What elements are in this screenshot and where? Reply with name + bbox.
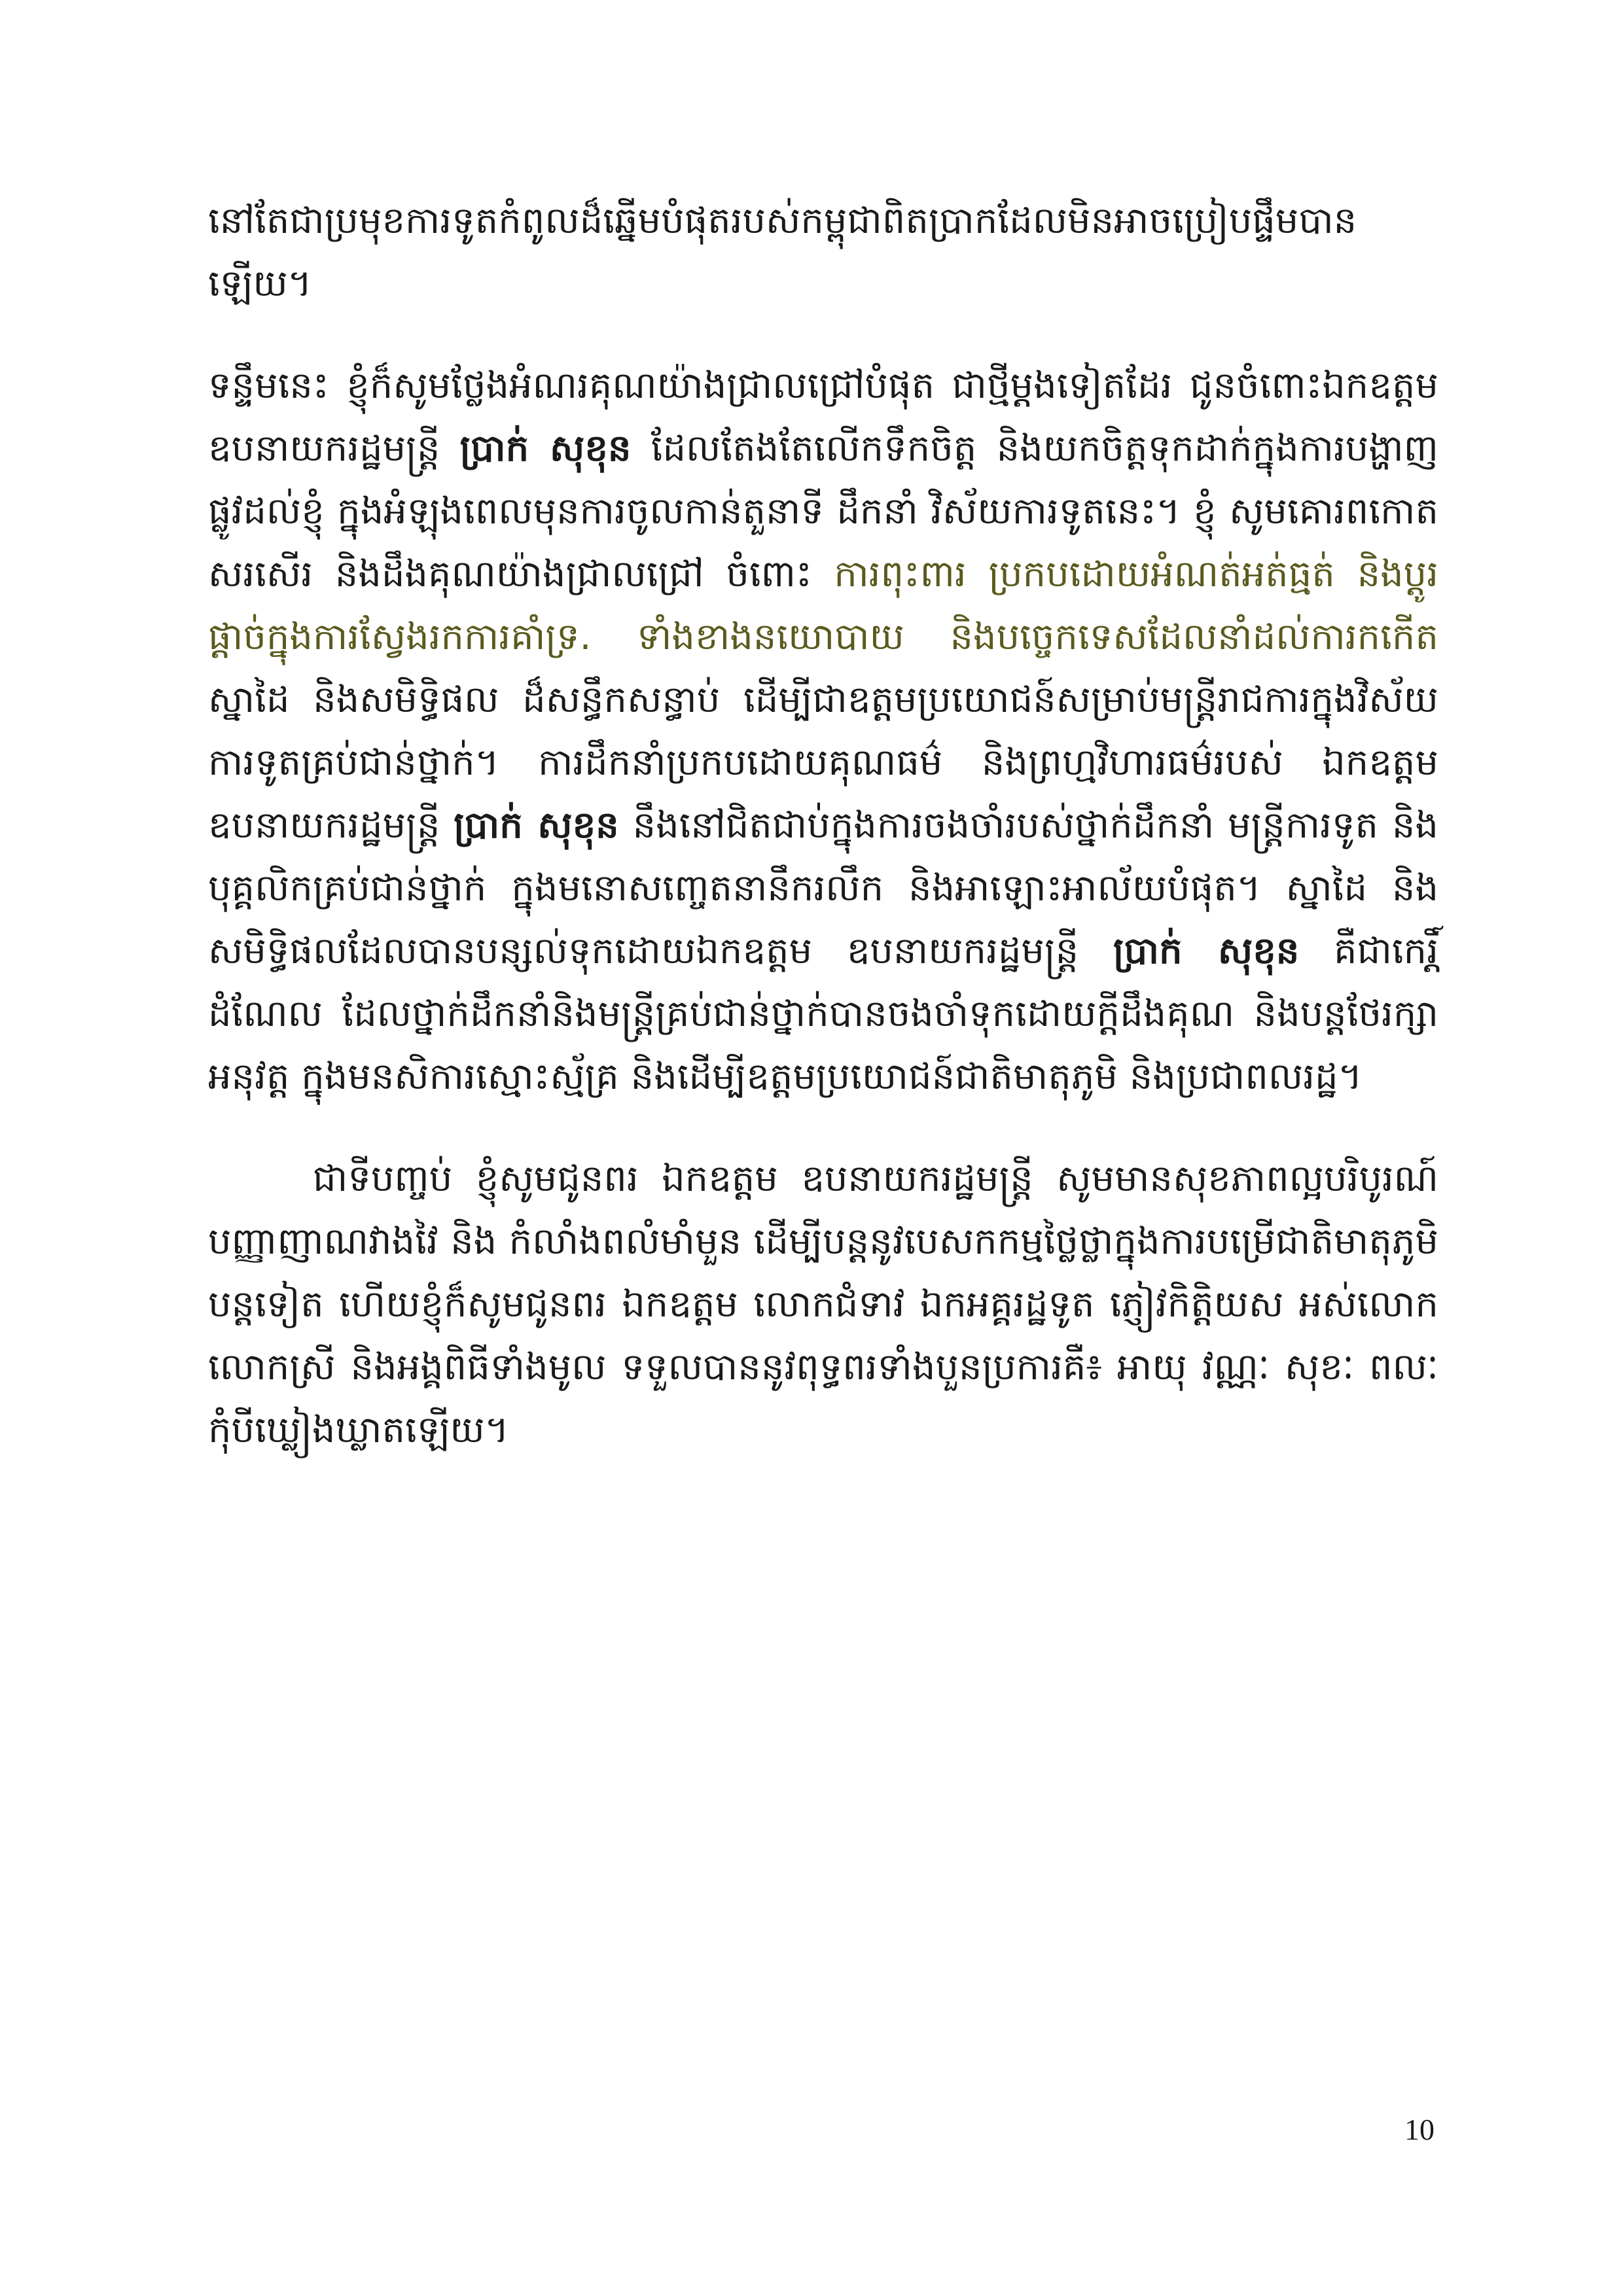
paragraph-closing — [208, 1148, 1438, 1462]
paragraph-text: ជាទីបញ្ចប់ ខ្ញុំសូមជូនពរ ឯកឧត្តម ឧបនាយករដ្ឋមន្ត្រី សូមមានសុខភាពល្អបរិបូរណ៍ បញ្ញាញាណវាងវៃ និង កំលាំងពលំមាំមួន ដើម្បីបន្តនូវបេសកកម្មថ្លៃថ្លាក្នុងការបម្រើជាតិមាតុភូមិបន្តទៀត ហើយខ្ញុំក៏សូមជូនពរ ឯកឧត្តម លោកជំទាវ ឯកអគ្គរដ្ឋទូត ភ្ញៀវកិត្តិយស អស់លោក លោកស្រី និងអង្គពិធីទាំងមូល ទទួលបាននូវពុទ្ធពរទាំងបួនប្រការគឺ៖ អាយុ វណ្ណៈ សុខៈ ពលៈ កុំបីឃ្លៀងឃ្លាតឡើយ។ — [208, 1157, 1438, 1451]
paragraph-text: គឺជាកេរ្តិ៍ដំណែល ដែលថ្នាក់ដឹកនាំនិងមន្ត្រីគ្រប់ជាន់ថ្នាក់បានចងចាំទុកដោយក្តីដឹងគុណ និងបន្តថែរក្សា អនុវត្ត ក្នុងមនសិការស្មោះស្ម័គ្រ និងដើម្បីឧត្តមប្រយោជន៍ជាតិមាតុភូមិ និងប្រជាពលរដ្ឋ។ — [208, 930, 1438, 1098]
highlighted-text: ការពុះពារ ប្រកបដោយអំណត់អត់ធ្មត់ និងប្តូរផ្តាច់ក្នុងការស្វែងរកការគាំទ្រ. ទាំងខាងនយោបាយ និងបច្ចេកទេសដែលនាំដល់ការកកើត — [208, 553, 1439, 658]
paragraph-continuation — [208, 190, 1438, 315]
paragraph-text: ដែលតែងតែលើកទឹកចិត្ត និងយកចិត្តទុកដាក់ក្នុងការបង្ហាញផ្លូវដល់ខ្ញុំ ក្នុងអំឡុងពេលមុនការចូលកាន់តួនាទី ដឹកនាំ វិស័យការទូតនេះ។ ខ្ញុំ សូមគោរពកោតសរសើរ និងដឹងគុណយ៉ាងជ្រាលជ្រៅ ចំពោះ — [208, 427, 1438, 595]
paragraph-text: នឹងនៅជិតជាប់ក្នុងការចងចាំរបស់ថ្នាក់ដឹកនាំ មន្ត្រីការទូត និងបុគ្គលិកគ្រប់ជាន់ថ្នាក់ ក្នុងមនោសញ្ចេតនានឹករលឹក និងអាឡោះអាល័យបំផុត។ ស្នាដៃ និងសមិទ្ធិផលដែលបានបន្សល់ទុកដោយឯកឧត្តម ឧបនាយករដ្ឋមន្ត្រី — [208, 804, 1438, 972]
page-number: 10 — [1404, 2113, 1435, 2146]
paragraph-text: ទន្ទឹមនេះ ខ្ញុំក៏សូមថ្លែងអំណរគុណយ៉ាងជ្រាលជ្រៅបំផុត ជាថ្មីម្តងទៀតដែរ ជូនចំពោះឯកឧត្តម ឧបនាយករដ្ឋមន្ត្រី — [208, 364, 1438, 470]
person-name: ប្រាក់ សុខុន — [1113, 930, 1300, 972]
person-name: ប្រាក់ សុខុន — [454, 804, 619, 847]
paragraph-acknowledgement — [208, 355, 1438, 1108]
body-text — [208, 190, 1438, 1462]
person-name: ប្រាក់ សុខុន — [459, 427, 632, 470]
paragraph-text: នៅតែជាប្រមុខការទូតកំពូលដ៏ឆ្នើមបំផុតរបស់កម្ពុជាពិតប្រាកដែលមិនអាចប្រៀបផ្ទឹមបានឡើយ។ — [208, 200, 1357, 305]
paragraph-text: ស្នាដៃ និងសមិទ្ធិផល ដ៏សន្ធឹកសន្ធាប់ ដើម្បីជាឧត្តមប្រយោជន៍សម្រាប់មន្ត្រីរាជការក្នុងវិស័យការទូតគ្រប់ជាន់ថ្នាក់។ ការដឹកនាំប្រកបដោយគុណធម៌ និងព្រហ្មវិហារធម៌របស់ ឯកឧត្តម ឧបនាយករដ្ឋមន្ត្រី — [208, 679, 1438, 847]
